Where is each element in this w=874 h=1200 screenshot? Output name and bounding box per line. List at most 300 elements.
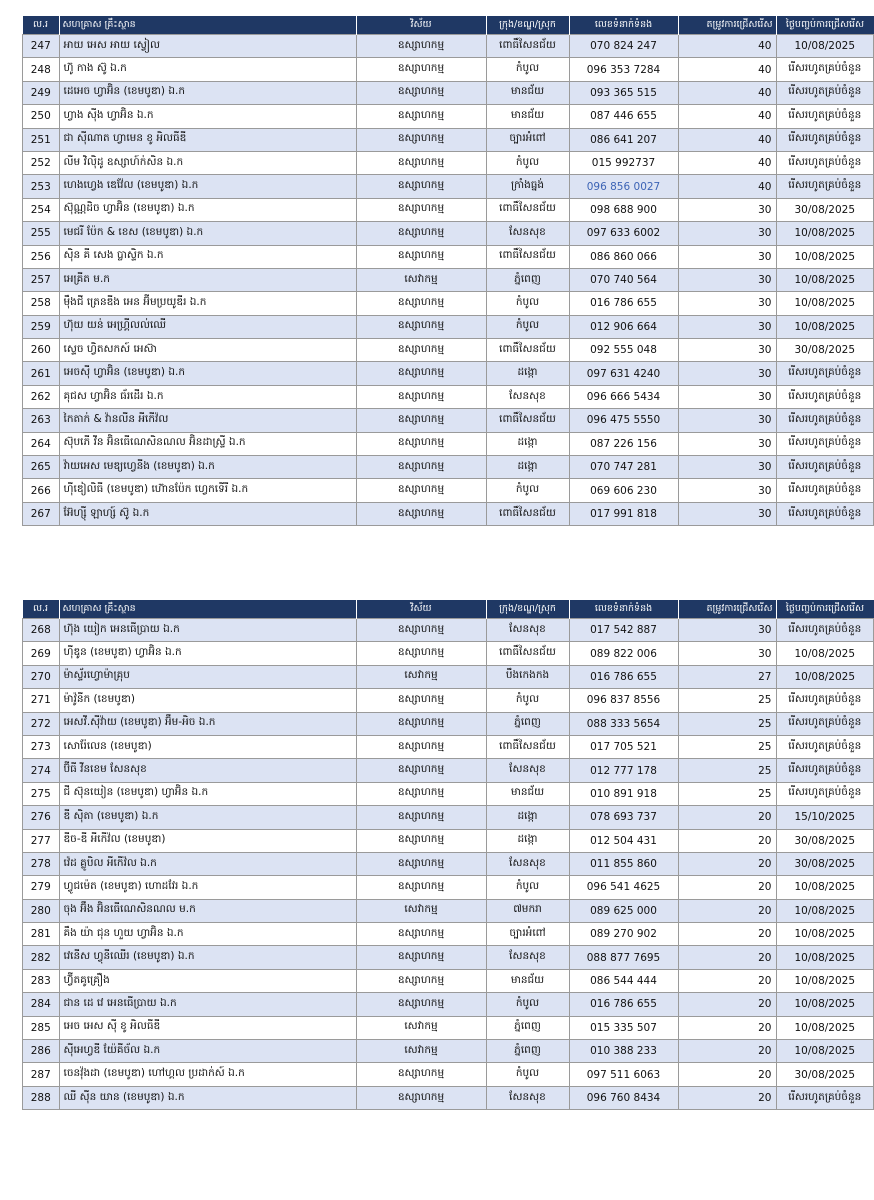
cell-no: 282: [23, 946, 60, 969]
cell-phone: 017 542 887: [569, 619, 678, 642]
cell-no: 253: [23, 175, 60, 198]
cell-phone: 086 544 444: [569, 969, 678, 992]
cell-sector: សេវាកម្ម: [356, 268, 486, 291]
cell-no: 274: [23, 759, 60, 782]
header-positions: តម្រូវការជ្រើសរើស: [678, 600, 776, 619]
table-row: [23, 502, 874, 525]
header-phone: លេខទំនាក់ទំនង: [569, 600, 678, 619]
cell-sector: ឧស្សាហកម្ម: [356, 993, 486, 1016]
table-row: [23, 899, 874, 922]
cell-sector: ឧស្សាហកម្ម: [356, 969, 486, 992]
cell-no: 270: [23, 665, 60, 688]
cell-no: 249: [23, 81, 60, 104]
cell-city: មានជ័យ: [486, 782, 569, 805]
cell-sector: ឧស្សាហកម្ម: [356, 385, 486, 408]
cell-no: 251: [23, 128, 60, 151]
cell-company-name: ស្ទេច ហ្វិតសកស៍ អេស៊ា: [59, 339, 356, 362]
cell-company-name: អ៊ែហ្ស៊ី ឡាហ្ស៍ ស៊ូ ឯ.ក: [59, 502, 356, 525]
table-row: [23, 479, 874, 502]
cell-positions: 20: [678, 852, 776, 875]
cell-sector: ឧស្សាហកម្ម: [356, 245, 486, 268]
cell-company-name: ស៊ុបភើ វីន អ៊ិនធើណេសិនណល អ៊ិនដាស្ទ្រី ឯ.ក: [59, 432, 356, 455]
cell-city: កំបូល: [486, 292, 569, 315]
cell-positions: 40: [678, 128, 776, 151]
cell-positions: 40: [678, 105, 776, 128]
cell-deadline: រើសរហូតគ្រប់ចំនួន: [776, 1086, 874, 1109]
cell-phone: 089 625 000: [569, 899, 678, 922]
table-row: [23, 362, 874, 385]
cell-no: 286: [23, 1040, 60, 1063]
cell-phone: 015 335 507: [569, 1016, 678, 1039]
table-row: [23, 58, 874, 81]
cell-company-name: អាយ អេស អាយ ស្វៀល: [59, 35, 356, 58]
table-row: [23, 35, 874, 58]
cell-company-name: វេនើស ហ្វុនីឈើរ (ខេមបូឌា) ឯ.ក: [59, 946, 356, 969]
table-row: [23, 222, 874, 245]
cell-company-name: ហេងហ្វេង ឌេវ៉ែល (ខេមបូឌា) ឯ.ក: [59, 175, 356, 198]
cell-deadline: រើសរហូតគ្រប់ចំនួន: [776, 502, 874, 525]
cell-no: 271: [23, 689, 60, 712]
cell-phone: 010 388 233: [569, 1040, 678, 1063]
cell-no: 280: [23, 899, 60, 922]
cell-deadline: 10/08/2025: [776, 969, 874, 992]
cell-deadline: រើសរហូតគ្រប់ចំនួន: [776, 58, 874, 81]
cell-deadline: រើសរហូតគ្រប់ចំនួន: [776, 151, 874, 174]
cell-city: កំបូល: [486, 993, 569, 1016]
cell-sector: ឧស្សាហកម្ម: [356, 362, 486, 385]
cell-deadline: 10/08/2025: [776, 315, 874, 338]
cell-city: ពោធិ៍សែនជ័យ: [486, 502, 569, 525]
cell-company-name: ឈី ស៊ីន យាន (ខេមបូឌា) ឯ.ក: [59, 1086, 356, 1109]
cell-positions: 20: [678, 969, 776, 992]
table-row: [23, 642, 874, 665]
table-row: [23, 1063, 874, 1086]
cell-deadline: 30/08/2025: [776, 198, 874, 221]
cell-no: 265: [23, 456, 60, 479]
job-table-top: [22, 16, 874, 526]
cell-city: ដង្កោ: [486, 829, 569, 852]
table-row: [23, 969, 874, 992]
cell-company-name: វ៉េដ គ្លូបិល អីកើវ៉ល ឯ.ក: [59, 852, 356, 875]
header-no: ល.រ: [23, 600, 60, 619]
cell-city: កំបូល: [486, 315, 569, 338]
cell-positions: 30: [678, 245, 776, 268]
cell-deadline: 10/08/2025: [776, 245, 874, 268]
cell-positions: 20: [678, 923, 776, 946]
cell-positions: 40: [678, 35, 776, 58]
cell-phone[interactable]: 096 856 0027: [569, 175, 678, 198]
header-name: សហគ្រាស គ្រឹះស្ថាន: [59, 600, 356, 619]
table-body-bottom: [23, 619, 874, 1110]
cell-no: 259: [23, 315, 60, 338]
header-city: ក្រុង/ខណ្ឌ/ស្រុក: [486, 16, 569, 35]
cell-no: 287: [23, 1063, 60, 1086]
cell-sector: ឧស្សាហកម្ម: [356, 105, 486, 128]
cell-sector: ឧស្សាហកម្ម: [356, 479, 486, 502]
cell-deadline: 10/08/2025: [776, 923, 874, 946]
cell-sector: ឧស្សាហកម្ម: [356, 829, 486, 852]
cell-positions: 30: [678, 432, 776, 455]
cell-company-name: សោរ៉ែលេន (ខេមបូឌា): [59, 735, 356, 758]
cell-no: 250: [23, 105, 60, 128]
cell-no: 262: [23, 385, 60, 408]
cell-sector: ឧស្សាហកម្ម: [356, 619, 486, 642]
cell-phone: 017 705 521: [569, 735, 678, 758]
cell-no: 256: [23, 245, 60, 268]
cell-positions: 20: [678, 993, 776, 1016]
cell-city: ពោធិ៍សែនជ័យ: [486, 339, 569, 362]
table-row: [23, 456, 874, 479]
cell-phone: 093 365 515: [569, 81, 678, 104]
cell-sector: ឧស្សាហកម្ម: [356, 806, 486, 829]
cell-no: 269: [23, 642, 60, 665]
cell-no: 248: [23, 58, 60, 81]
table-row: [23, 735, 874, 758]
cell-city: សែនសុខ: [486, 852, 569, 875]
header-city: ក្រុង/ខណ្ឌ/ស្រុក: [486, 600, 569, 619]
cell-sector: ឧស្សាហកម្ម: [356, 782, 486, 805]
cell-sector: ឧស្សាហកម្ម: [356, 151, 486, 174]
cell-phone: 012 906 664: [569, 315, 678, 338]
cell-phone: 096 353 7284: [569, 58, 678, 81]
table-row: [23, 151, 874, 174]
cell-deadline: 10/08/2025: [776, 292, 874, 315]
cell-city: កំបូល: [486, 689, 569, 712]
cell-city: ភ្នំពេញ: [486, 712, 569, 735]
cell-no: 257: [23, 268, 60, 291]
cell-deadline: រើសរហូតគ្រប់ចំនួន: [776, 712, 874, 735]
cell-phone: 012 504 431: [569, 829, 678, 852]
cell-company-name: គុជស ហ្វាអ៊ិន ធ័រដើរ ឯ.ក: [59, 385, 356, 408]
cell-deadline: រើសរហូតគ្រប់ចំនួន: [776, 81, 874, 104]
cell-sector: ឧស្សាហកម្ម: [356, 712, 486, 735]
cell-company-name: ហ៊ូ កាង ស៊ូ ឯ.ក: [59, 58, 356, 81]
cell-city: ដង្កោ: [486, 432, 569, 455]
cell-company-name: ចេនវ៉ុងដា (ខេមបូឌា) ហៅហ្គល ប្រដាក់ស៍ ឯ.ក: [59, 1063, 356, 1086]
cell-sector: ឧស្សាហកម្ម: [356, 222, 486, 245]
cell-phone: 012 777 178: [569, 759, 678, 782]
table-row: [23, 105, 874, 128]
cell-deadline: 10/08/2025: [776, 1016, 874, 1039]
cell-positions: 20: [678, 876, 776, 899]
cell-deadline: រើសរហូតគ្រប់ចំនួន: [776, 759, 874, 782]
cell-positions: 27: [678, 665, 776, 688]
cell-positions: 20: [678, 899, 776, 922]
table-row: [23, 198, 874, 221]
cell-no: 252: [23, 151, 60, 174]
cell-company-name: ដេអេច ហ្វាអ៊ិន (ខេមបូឌា) ឯ.ក: [59, 81, 356, 104]
cell-deadline: 10/08/2025: [776, 876, 874, 899]
cell-company-name: ជា ស៊ីណាត ហ្វាមេន ខូ អិលធីឌី: [59, 128, 356, 151]
cell-company-name: ប៊ីធី វីនខេម សែនសុខ: [59, 759, 356, 782]
cell-sector: ឧស្សាហកម្ម: [356, 128, 486, 151]
cell-sector: ឧស្សាហកម្ម: [356, 339, 486, 362]
cell-sector: ឧស្សាហកម្ម: [356, 409, 486, 432]
cell-company-name: ហ៊ីឌូន (ខេមបូឌា) ហ្វាអ៊ិន ឯ.ក: [59, 642, 356, 665]
cell-positions: 40: [678, 58, 776, 81]
cell-phone: 010 891 918: [569, 782, 678, 805]
cell-no: 277: [23, 829, 60, 852]
cell-deadline: រើសរហូតគ្រប់ចំនួន: [776, 432, 874, 455]
cell-positions: 20: [678, 1040, 776, 1063]
cell-city: សែនសុខ: [486, 1086, 569, 1109]
cell-no: 275: [23, 782, 60, 805]
cell-positions: 20: [678, 1086, 776, 1109]
cell-no: 261: [23, 362, 60, 385]
cell-phone: 011 855 860: [569, 852, 678, 875]
cell-phone: 089 270 902: [569, 923, 678, 946]
cell-phone: 070 747 281: [569, 456, 678, 479]
cell-no: 272: [23, 712, 60, 735]
cell-no: 285: [23, 1016, 60, 1039]
cell-city: ពោធិ៍សែនជ័យ: [486, 245, 569, 268]
cell-sector: ឧស្សាហកម្ម: [356, 689, 486, 712]
cell-deadline: 10/08/2025: [776, 268, 874, 291]
cell-phone: 016 786 655: [569, 993, 678, 1016]
cell-no: 279: [23, 876, 60, 899]
table-row: [23, 852, 874, 875]
cell-city: ភ្នំពេញ: [486, 1040, 569, 1063]
cell-company-name: អេសវី.ស៊ីវ៉ាយ (ខេមបូឌា) អ៊ឹម-អិច ឯ.ក: [59, 712, 356, 735]
cell-company-name: ម៉ាស្ទ័រហ្វោម៉ាគ្រុប: [59, 665, 356, 688]
cell-city: មានជ័យ: [486, 81, 569, 104]
cell-positions: 30: [678, 198, 776, 221]
cell-positions: 25: [678, 735, 776, 758]
table-row: [23, 829, 874, 852]
cell-no: 278: [23, 852, 60, 875]
cell-positions: 20: [678, 1016, 776, 1039]
cell-deadline: 10/08/2025: [776, 1040, 874, 1063]
cell-positions: 40: [678, 175, 776, 198]
cell-sector: ឧស្សាហកម្ម: [356, 175, 486, 198]
cell-positions: 30: [678, 315, 776, 338]
cell-deadline: រើសរហូតគ្រប់ចំនួន: [776, 619, 874, 642]
cell-city: មានជ័យ: [486, 969, 569, 992]
cell-company-name: ហ៊ុង យៀក អេនធើប្រាយ ឯ.ក: [59, 619, 356, 642]
table-row: [23, 876, 874, 899]
cell-deadline: រើសរហូតគ្រប់ចំនួន: [776, 479, 874, 502]
cell-sector: ឧស្សាហកម្ម: [356, 432, 486, 455]
cell-company-name: ស៊ីអេហ្វឌី យ៉ែគីច័ល ឯ.ក: [59, 1040, 356, 1063]
table-row: [23, 385, 874, 408]
cell-deadline: រើសរហូតគ្រប់ចំនួន: [776, 735, 874, 758]
table-row: [23, 782, 874, 805]
table-row: [23, 1086, 874, 1109]
table-row: [23, 81, 874, 104]
header-no: ល.រ: [23, 16, 60, 35]
header-phone: លេខទំនាក់ទំនង: [569, 16, 678, 35]
cell-city: កំបូល: [486, 876, 569, 899]
header-deadline: ថ្ងៃបញ្ចប់ការជ្រើសរើស: [776, 16, 874, 35]
cell-city: ពោធិ៍សែនជ័យ: [486, 642, 569, 665]
cell-city: សែនសុខ: [486, 385, 569, 408]
cell-deadline: 10/08/2025: [776, 642, 874, 665]
cell-deadline: 30/08/2025: [776, 339, 874, 362]
cell-deadline: 15/10/2025: [776, 806, 874, 829]
cell-positions: 25: [678, 759, 776, 782]
cell-company-name: កៃតាក់ & វ៉ានលីន អីកើវ៉ល: [59, 409, 356, 432]
header-positions: តម្រូវការជ្រើសរើស: [678, 16, 776, 35]
cell-positions: 30: [678, 385, 776, 408]
cell-city: ពោធិ៍សែនជ័យ: [486, 35, 569, 58]
cell-phone: 070 740 564: [569, 268, 678, 291]
cell-phone: 096 666 5434: [569, 385, 678, 408]
cell-city: ៧មករា: [486, 899, 569, 922]
cell-deadline: រើសរហូតគ្រប់ចំនួន: [776, 128, 874, 151]
table-row: [23, 689, 874, 712]
cell-city: កំបូល: [486, 58, 569, 81]
cell-city: ដង្កោ: [486, 806, 569, 829]
cell-city: កំបូល: [486, 151, 569, 174]
cell-phone: 097 511 6063: [569, 1063, 678, 1086]
table-row: [23, 339, 874, 362]
cell-company-name: ហ្វាង ស៊ីង ហ្វាអ៊ិន ឯ.ក: [59, 105, 356, 128]
cell-company-name: ហ្វ៊ីតគូគ្រឿង: [59, 969, 356, 992]
cell-no: 264: [23, 432, 60, 455]
cell-phone: 096 475 5550: [569, 409, 678, 432]
cell-sector: ឧស្សាហកម្ម: [356, 456, 486, 479]
cell-deadline: 10/08/2025: [776, 35, 874, 58]
cell-phone: 015 992737: [569, 151, 678, 174]
cell-deadline: រើសរហូតគ្រប់ចំនួន: [776, 689, 874, 712]
header-name: សហគ្រាស គ្រឹះស្ថាន: [59, 16, 356, 35]
cell-phone: 087 226 156: [569, 432, 678, 455]
cell-sector: ឧស្សាហកម្ម: [356, 292, 486, 315]
cell-phone: 078 693 737: [569, 806, 678, 829]
cell-city: ពោធិ៍សែនជ័យ: [486, 735, 569, 758]
cell-city: ដង្កោ: [486, 362, 569, 385]
cell-no: 288: [23, 1086, 60, 1109]
cell-city: បឹងកេងកង: [486, 665, 569, 688]
cell-phone: 088 877 7695: [569, 946, 678, 969]
cell-deadline: រើសរហូតគ្រប់ចំនួន: [776, 782, 874, 805]
table-row: [23, 432, 874, 455]
cell-no: 276: [23, 806, 60, 829]
cell-positions: 30: [678, 409, 776, 432]
table-row: [23, 759, 874, 782]
cell-deadline: 10/08/2025: [776, 899, 874, 922]
cell-sector: សេវាកម្ម: [356, 1016, 486, 1039]
cell-company-name: មេជរី ប៉ែក & ខេស (ខេមបូឌា) ឯ.ក: [59, 222, 356, 245]
cell-no: 283: [23, 969, 60, 992]
cell-deadline: រើសរហូតគ្រប់ចំនួន: [776, 456, 874, 479]
cell-no: 281: [23, 923, 60, 946]
cell-sector: ឧស្សាហកម្ម: [356, 852, 486, 875]
cell-city: កំបូល: [486, 1063, 569, 1086]
cell-no: 255: [23, 222, 60, 245]
cell-sector: ឧស្សាហកម្ម: [356, 315, 486, 338]
cell-city: ភ្នំពេញ: [486, 268, 569, 291]
cell-positions: 40: [678, 151, 776, 174]
table-row: [23, 315, 874, 338]
cell-city: សែនសុខ: [486, 619, 569, 642]
table-row: [23, 268, 874, 291]
cell-positions: 30: [678, 268, 776, 291]
header-deadline: ថ្ងៃបញ្ចប់ការជ្រើសរើស: [776, 600, 874, 619]
header-sector: វិស័យ: [356, 600, 486, 619]
cell-city: ច្បារអំពៅ: [486, 128, 569, 151]
cell-positions: 20: [678, 1063, 776, 1086]
cell-deadline: 10/08/2025: [776, 993, 874, 1016]
cell-phone: 069 606 230: [569, 479, 678, 502]
table-row: [23, 946, 874, 969]
table-header-row: [23, 600, 874, 619]
cell-sector: ឧស្សាហកម្ម: [356, 35, 486, 58]
table-row: [23, 665, 874, 688]
cell-city: ពោធិ៍សែនជ័យ: [486, 409, 569, 432]
table-row: [23, 245, 874, 268]
cell-phone: 092 555 048: [569, 339, 678, 362]
table-row: [23, 1016, 874, 1039]
cell-company-name: ជី ស៊ុនយៀន (ខេមបូឌា) ហ្វាអ៊ិន ឯ.ក: [59, 782, 356, 805]
cell-city: ពោធិ៍សែនជ័យ: [486, 198, 569, 221]
cell-deadline: រើសរហូតគ្រប់ចំនួន: [776, 175, 874, 198]
cell-phone: 098 688 900: [569, 198, 678, 221]
cell-deadline: 30/08/2025: [776, 829, 874, 852]
cell-company-name: ហ៊ុយ យន់ អេហ្គ្រីលល់ឈើ: [59, 315, 356, 338]
table-row: [23, 409, 874, 432]
cell-city: សែនសុខ: [486, 222, 569, 245]
table-row: [23, 175, 874, 198]
cell-phone: 017 991 818: [569, 502, 678, 525]
cell-sector: ឧស្សាហកម្ម: [356, 1086, 486, 1109]
cell-positions: 40: [678, 81, 776, 104]
cell-company-name: ឌី ស៊ិតា (ខេមបូឌា) ឯ.ក: [59, 806, 356, 829]
cell-no: 247: [23, 35, 60, 58]
job-table-bottom: [22, 600, 874, 1110]
cell-positions: 25: [678, 782, 776, 805]
cell-sector: ឧស្សាហកម្ម: [356, 946, 486, 969]
cell-company-name: ហ៊ីឌៀលិធី (ខេមបូឌា) ហ៊ោនប៉ែក ហ្វេកទើរី ឯ.ក: [59, 479, 356, 502]
cell-sector: ឧស្សាហកម្ម: [356, 58, 486, 81]
table-row: [23, 806, 874, 829]
cell-sector: ឧស្សាហកម្ម: [356, 876, 486, 899]
cell-sector: ឧស្សាហកម្ម: [356, 642, 486, 665]
cell-no: 284: [23, 993, 60, 1016]
header-sector: វិស័យ: [356, 16, 486, 35]
cell-deadline: 10/08/2025: [776, 222, 874, 245]
cell-company-name: វ៉ាយអេស មេឌ្យហ្វេនីង (ខេមបូឌា) ឯ.ក: [59, 456, 356, 479]
cell-positions: 30: [678, 502, 776, 525]
cell-positions: 30: [678, 222, 776, 245]
table-header-row: [23, 16, 874, 35]
cell-no: 268: [23, 619, 60, 642]
cell-sector: ឧស្សាហកម្ម: [356, 1063, 486, 1086]
cell-city: កំបូល: [486, 479, 569, 502]
cell-positions: 30: [678, 292, 776, 315]
cell-sector: សេវាកម្ម: [356, 899, 486, 922]
cell-city: សែនសុខ: [486, 946, 569, 969]
cell-positions: 30: [678, 362, 776, 385]
cell-city: ភ្នំពេញ: [486, 1016, 569, 1039]
cell-positions: 20: [678, 946, 776, 969]
cell-no: 254: [23, 198, 60, 221]
cell-positions: 30: [678, 339, 776, 362]
cell-no: 263: [23, 409, 60, 432]
cell-no: 258: [23, 292, 60, 315]
cell-phone: 096 760 8434: [569, 1086, 678, 1109]
cell-phone: 089 822 006: [569, 642, 678, 665]
table-row: [23, 993, 874, 1016]
cell-city: ក្រាំងធ្នង់: [486, 175, 569, 198]
cell-city: ច្បារអំពៅ: [486, 923, 569, 946]
table-row: [23, 923, 874, 946]
cell-phone: 087 446 655: [569, 105, 678, 128]
cell-city: មានជ័យ: [486, 105, 569, 128]
cell-company-name: ស៊ិន គី សេង ប្លាស្ទិក ឯ.ក: [59, 245, 356, 268]
cell-company-name: គឹង យ៉ា ជុន ហួយ ហ្វាអ៊ិន ឯ.ក: [59, 923, 356, 946]
cell-positions: 30: [678, 642, 776, 665]
